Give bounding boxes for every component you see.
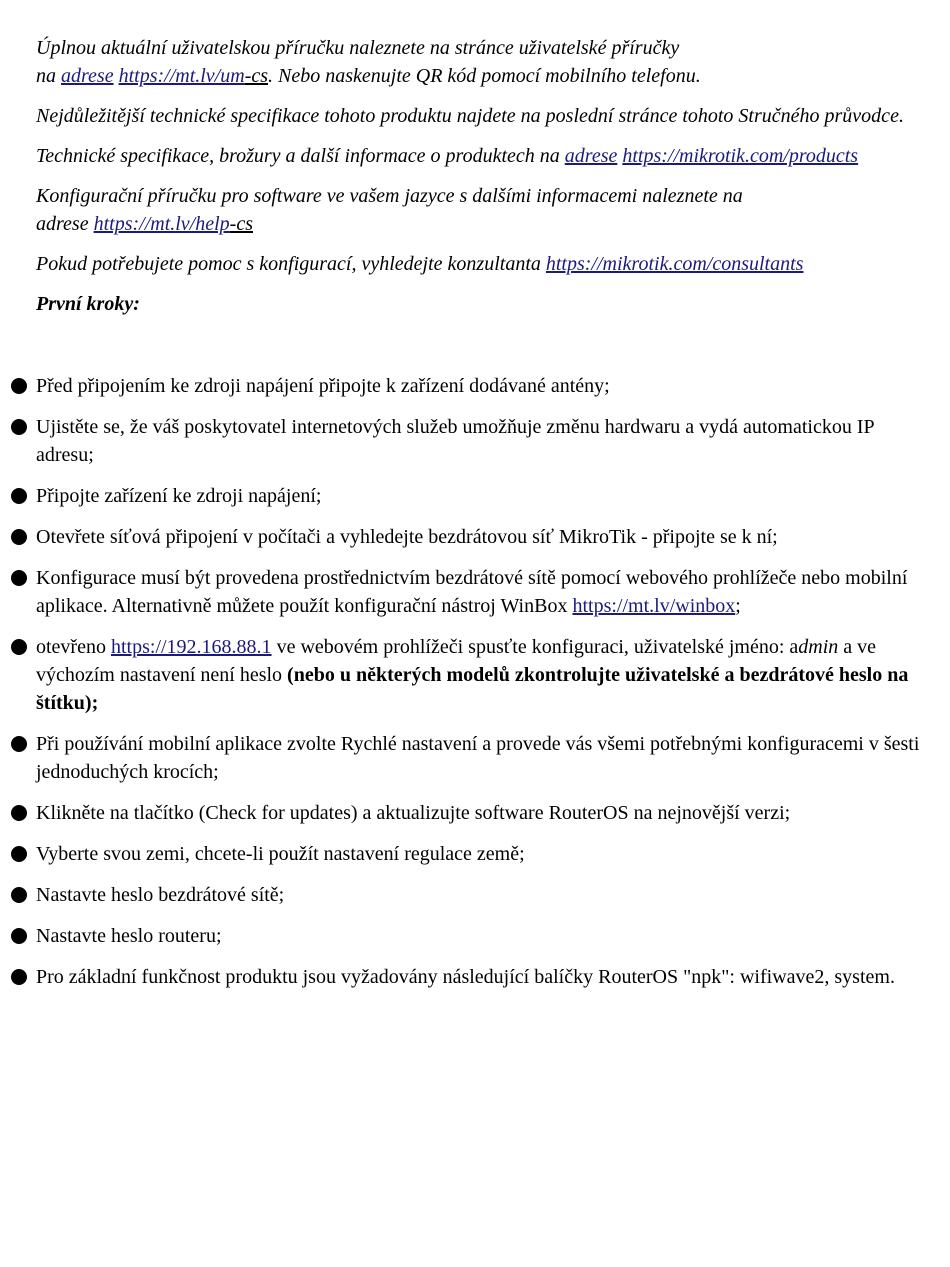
list-item: [0, 523, 926, 551]
bullet-icon: [11, 887, 27, 903]
help-url-tail: -cs: [229, 213, 253, 235]
list-item: [0, 799, 926, 827]
winbox-link[interactable]: https://mt.lv/winbox: [572, 595, 736, 617]
bullet-icon: [11, 639, 27, 655]
router-ip-link[interactable]: https://192.168.88.1: [110, 636, 272, 658]
step-text: Připojte zařízení ke zdroji napájení;: [36, 485, 322, 507]
bullet-icon: [11, 488, 27, 504]
consultants-paragraph: [36, 250, 926, 278]
step-text: Před připojením ke zdroji napájení připojte k zařízení dodávané antény;: [36, 375, 610, 397]
step-text: Vyberte svou zemi, chcete-li použít nastavení regulace země;: [36, 843, 525, 865]
intro-section: [36, 34, 926, 330]
step-text-label-note: (nebo u některých modelů zkontrolujte uživatelské a bezdrátové heslo na štítku);: [36, 664, 909, 714]
list-item: [0, 413, 926, 469]
bullet-icon: [11, 378, 27, 394]
bullet-icon: [11, 419, 27, 435]
step-text: Nastavte heslo bezdrátové sítě;: [36, 884, 285, 906]
help-text-adrese: adrese: [36, 213, 89, 235]
step-text-username: ve webovém prohlížeči spusťte konfiguraci, uživatelské jméno: a: [276, 636, 799, 658]
list-item: [0, 881, 926, 909]
bullet-icon: [11, 570, 27, 586]
specs-paragraph: Nejdůležitější technické specifikace tohoto produktu najdete na poslední stránce tohoto Stručného průvodce.: [36, 105, 904, 127]
help-paragraph: [36, 182, 926, 238]
manual-text: Úplnou aktuální uživatelskou příručku naleznete na stránce uživatelské příručky: [36, 37, 680, 59]
help-url-link[interactable]: https://mt.lv/help: [93, 213, 230, 235]
manual-text-na: na: [36, 65, 56, 87]
list-item: [0, 963, 926, 991]
products-url-link[interactable]: https://mikrotik.com/products: [622, 145, 859, 167]
bullet-icon: [11, 805, 27, 821]
manual-qr-text: . Nebo naskenujte QR kód pomocí mobilního telefonu.: [268, 65, 701, 87]
products-text: Technické specifikace, brožury a další informace o produktech na: [36, 145, 560, 167]
step-text: Klikněte na tlačítko (Check for updates) a aktualizujte software RouterOS na nejnovější verzi;: [36, 802, 791, 824]
manual-paragraph: [36, 34, 926, 90]
bullet-icon: [11, 529, 27, 545]
manual-adrese-link[interactable]: adrese: [61, 65, 114, 87]
step-text-admin: dmin: [798, 636, 839, 658]
products-paragraph: [36, 142, 926, 170]
list-item: [0, 564, 926, 620]
step-text-password: a ve výchozím nastavení není heslo: [36, 636, 877, 686]
list-item: [0, 922, 926, 950]
bullet-icon: [11, 969, 27, 985]
help-text: Konfigurační příručku pro software ve vašem jazyce s dalšími informacemi naleznete na: [36, 185, 743, 207]
step-text: Pro základní funkčnost produktu jsou vyžadovány následující balíčky RouterOS "npk": wifiwave2, system.: [36, 966, 895, 988]
step-text: Otevřete síťová připojení v počítači a vyhledejte bezdrátovou síť MikroTik - připojte se k ní;: [36, 526, 778, 548]
bullet-icon: [11, 928, 27, 944]
first-steps-heading: První kroky:: [36, 293, 140, 315]
step-text: Nastavte heslo routeru;: [36, 925, 222, 947]
step-text: otevřeno: [36, 636, 106, 658]
consultants-url-link[interactable]: https://mikrotik.com/consultants: [545, 253, 804, 275]
consultants-text: Pokud potřebujete pomoc s konfigurací, vyhledejte konzultanta: [36, 253, 541, 275]
step-text: Ujistěte se, že váš poskytovatel internetových služeb umožňuje změnu hardwaru a vydá automatickou IP adresu;: [36, 416, 874, 466]
products-adrese-link[interactable]: adrese: [564, 145, 618, 167]
list-item: [0, 840, 926, 868]
manual-url-text: https://mt.lv/um: [118, 65, 245, 87]
step-text: Při používání mobilní aplikace zvolte Rychlé nastavení a provede vás všemi potřebnými konfiguracemi v šesti jednoduchých krocích;: [36, 733, 920, 783]
list-item: [0, 633, 926, 717]
list-item: [0, 482, 926, 510]
bullet-icon: [11, 846, 27, 862]
steps-list: [0, 372, 926, 1004]
step-tail: ;: [735, 595, 741, 617]
list-item: [0, 372, 926, 400]
list-item: [0, 730, 926, 786]
bullet-icon: [11, 736, 27, 752]
manual-url-link[interactable]: [119, 65, 245, 87]
manual-url-tail: -cs: [244, 65, 269, 87]
step-text: Konfigurace musí být provedena prostřednictvím bezdrátové sítě pomocí webového prohlížeče nebo mobilní aplikace. Alternativně můžete použít konfigurační nástroj WinBox: [36, 567, 908, 617]
